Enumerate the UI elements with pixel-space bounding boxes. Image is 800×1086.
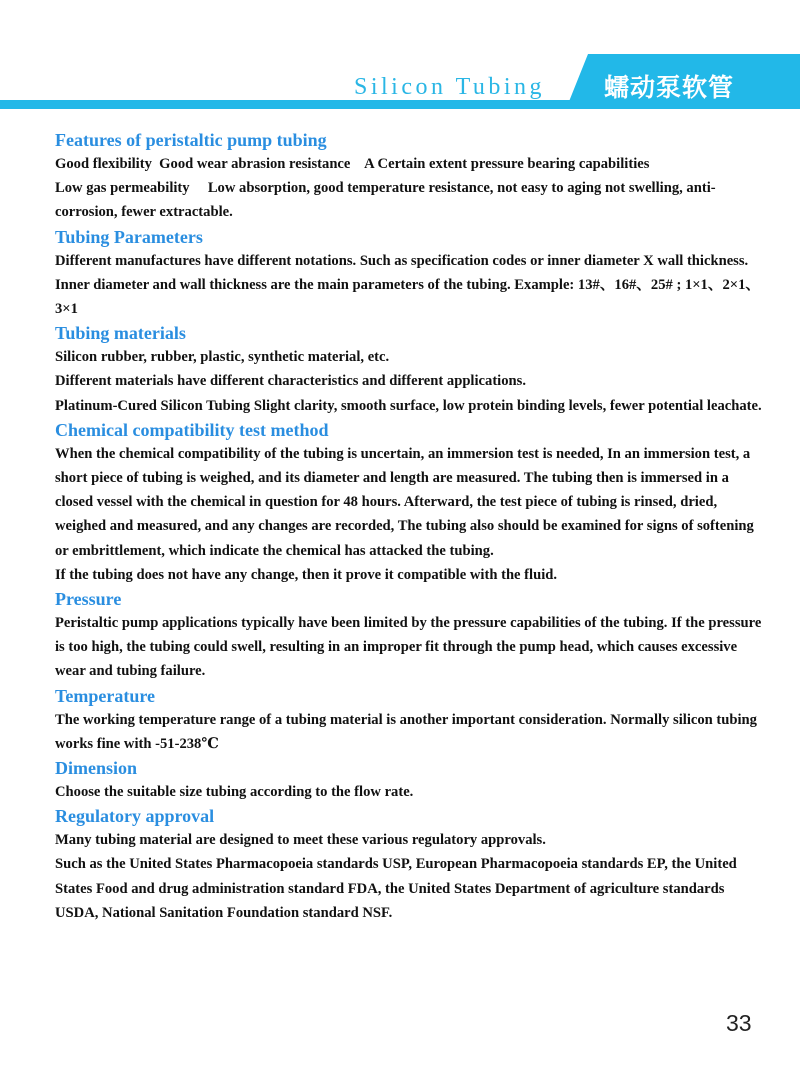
section-tubing-parameters <box>55 225 763 322</box>
section-dimension <box>55 756 763 804</box>
paragraph: If the tubing does not have any change, then it prove it compatible with the fluid. <box>55 566 558 583</box>
header-title-en: Silicon Tubing <box>354 74 546 100</box>
section-features <box>55 128 763 225</box>
paragraph: Platinum-Cured Silicon Tubing Slight clarity, smooth surface, low protein binding levels, fewer potential leachate. <box>55 397 762 414</box>
paragraph: The working temperature range of a tubing material is another important consideration. Normally silicon tubing works fine with -51-238℃ <box>55 711 757 752</box>
paragraph: Different manufactures have different notations. Such as specification codes or inner diameter X wall thickness. Inner diameter and wall thickness are the main parameters of the tubing. Example: 13#、16#、25# ; 1×1、2×1、3×1 <box>55 252 760 318</box>
section-temperature <box>55 684 763 756</box>
paragraph: Different materials have different characteristics and different applications. <box>55 373 526 390</box>
paragraph: When the chemical compatibility of the tubing is uncertain, an immersion test is needed, In an immersion test, a short piece of tubing is weighed, and its diameter and length are measured. The tubing then is immersed in a closed vessel with the chemical in question for 48 hours. Afterward, the test piece of tubing is rinsed, dried, weighed and measured, and any changes are recorded, The tubing also should be examined for signs of softening or embrittlement, which indicate the chemical has attacked the tubing. <box>55 445 754 559</box>
paragraph: Choose the suitable size tubing according to the flow rate. <box>55 784 414 801</box>
section-heading: Chemical compatibility test method <box>55 419 329 440</box>
section-pressure <box>55 587 763 684</box>
section-heading: Tubing materials <box>55 323 186 344</box>
section-chemical-compatibility <box>55 418 763 587</box>
paragraph: Such as the United States Pharmacopoeia standards USP, European Pharmacopoeia standards EP, the United States Food and drug administration standard FDA, the United States Department of agriculture standards USDA, National Sanitation Foundation standard NSF. <box>55 856 737 921</box>
section-heading: Temperature <box>55 685 155 706</box>
paragraph: Silicon rubber, rubber, plastic, synthetic material, etc. <box>55 349 390 366</box>
section-tubing-materials <box>55 321 763 418</box>
paragraph: Low gas permeability Low absorption, good temperature resistance, not easy to aging not swelling, anti-corrosion, fewer extractable. <box>55 180 716 221</box>
paragraph: Many tubing material are designed to meet these various regulatory approvals. <box>55 832 546 849</box>
header-title-cn: 蠕动泵软管 <box>604 73 735 102</box>
page-number: 33 <box>726 1010 752 1036</box>
section-heading: Pressure <box>55 589 122 610</box>
section-heading: Dimension <box>55 758 138 779</box>
paragraph: Peristaltic pump applications typically have been limited by the pressure capabilities of the tubing. If the pressure is too high, the tubing could swell, resulting in an improper fit through the pump head, which causes excessive wear and tubing failure. <box>55 615 762 680</box>
section-heading: Regulatory approval <box>55 806 215 827</box>
paragraph: Good flexibility Good wear abrasion resistance A Certain extent pressure bearing capabilities <box>55 156 650 172</box>
section-regulatory-approval <box>55 804 763 925</box>
section-heading: Tubing Parameters <box>55 226 203 247</box>
section-heading: Features of peristaltic pump tubing <box>55 130 327 150</box>
page-content <box>55 128 763 925</box>
